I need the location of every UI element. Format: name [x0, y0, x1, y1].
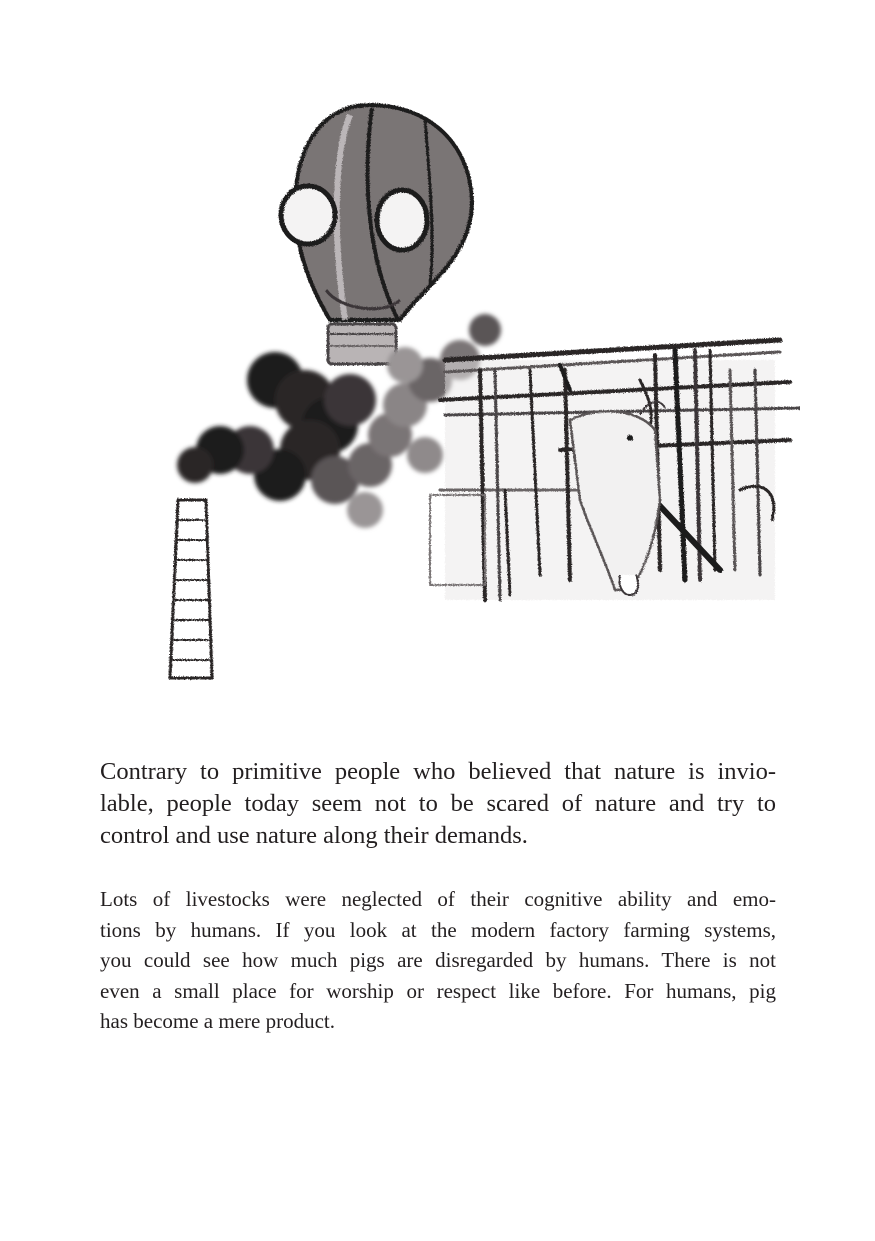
paragraph-line: lable, people today seem not to be scared of nature and try to: [100, 790, 776, 817]
gas-mask: [281, 105, 472, 364]
paragraph-line: Lots of livestocks were neglected of their cognitive ability and emo-: [100, 887, 776, 911]
ink-illustration: [100, 70, 800, 700]
paragraph-line: tions by humans. If you look at the modern factory farming systems,: [100, 917, 776, 942]
lead-paragraph: [100, 756, 776, 852]
body-paragraph: [100, 884, 776, 1037]
paragraph-line: you could see how much pigs are disregarded by humans. There is not: [100, 948, 776, 972]
paragraph-line: even a small place for worship or respect like before. For humans, pig: [100, 978, 776, 1003]
paragraph-line: Contrary to primitive people who believed that nature is invio-: [100, 758, 776, 785]
paragraph-line: control and use nature along their demands.: [100, 822, 528, 849]
paragraph-line: has become a mere product.: [100, 1009, 335, 1033]
illustration-canvas: [100, 70, 800, 700]
chimney: [170, 500, 212, 678]
